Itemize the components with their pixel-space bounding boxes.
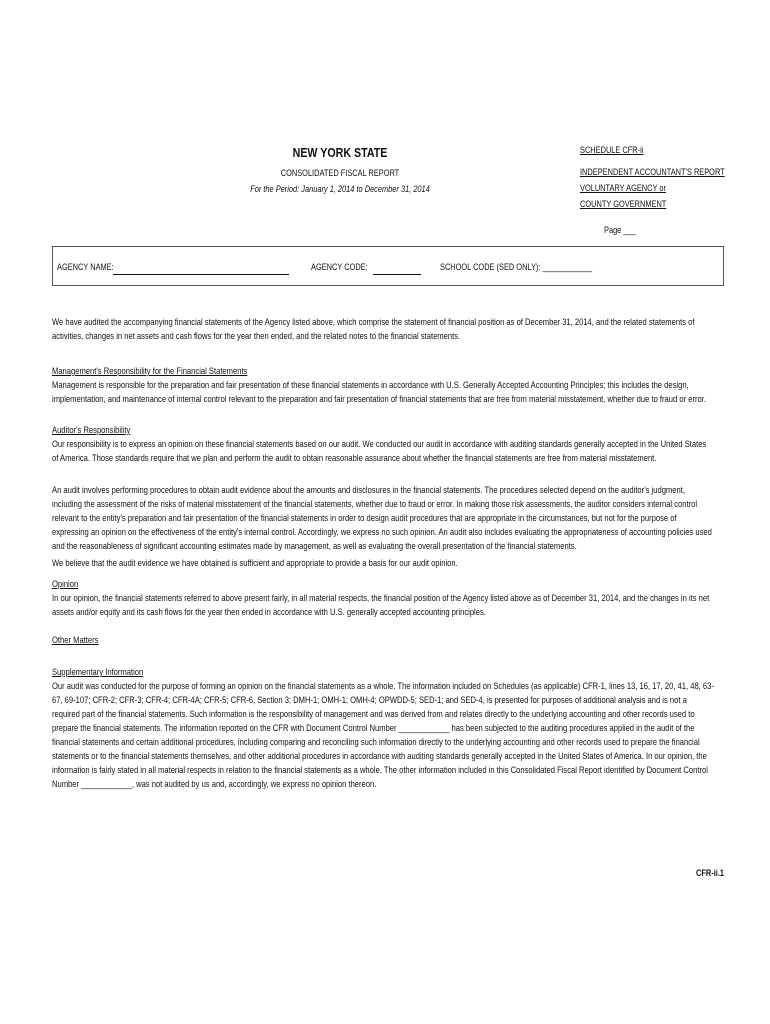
agency-info-box	[52, 246, 724, 286]
auditor-heading: Auditor's Responsibility	[52, 425, 131, 436]
management-section	[52, 365, 714, 407]
supplementary-text: Our audit was conducted for the purpose of forming an opinion on the financial statements as a whole. The information included on Schedules (as applicable) CFR-1, lines 13, 16, 17, 20, 41, 48, 63-67, 69-107; CFR-2; CFR-3; CFR-4; CFR-4A; CFR-5; CFR-6, Section 3; DMH-1; OMH-1; OMH-4; OPWDD-5; SED-1; and SED-4, is presented for purposes of additional analysis and is not a required part of the financial statements. Such information is the responsibility of management and was derived from and relates directly to the underlying accounting and other records used to prepare the financial statements. The information reported on the CFR with Document Control Number ____________ has been subjected to the auditing procedures applied in the audit of the financial statements and certain additional procedures, including comparing and reconciling such information directly to the underlying accounting and other records used to prepare the financial statements or to the financial statements themselves, and other additional procedures in accordance with auditing standards generally accepted in the United States of America. In our opinion, the information is fairly stated in all material respects in relation to the financial statements as a whole. The other information included in this Consolidated Fiscal Report identified by Document Control Number ____________, was not audited by us and, accordingly, we express no opinion thereon.	[52, 681, 714, 790]
agency-name-field[interactable]	[113, 274, 289, 275]
management-text: Management is responsible for the preparation and fair presentation of these financial statements in accordance with U.S. Generally Accepted Accounting Principles; this includes the design, implementation, and maintenance of internal control relevant to the preparation and fair presentation of financial statements that are free from material misstatement, whether due to fraud or error.	[52, 380, 706, 405]
agency-code-label: AGENCY CODE:	[311, 262, 368, 273]
schedule-line-2: INDEPENDENT ACCOUNTANT'S REPORT	[580, 167, 725, 178]
auditor-text: Our responsibility is to express an opinion on these financial statements based on our audit. We conducted our audit in accordance with auditing standards generally accepted in the United States of America. Those standards require that we plan and perform the audit to obtain reasonable assurance about whether the financial statements are free from material misstatement.	[52, 439, 707, 464]
intro-paragraph: We have audited the accompanying financial statements of the Agency listed above, which comprise the statement of financial position as of December 31, 2014, and the related statements of activities, changes in net assets and cash flows for the year then ended, and the related notes to the financial statements.	[52, 317, 695, 342]
opinion-section	[52, 578, 714, 620]
report-subtitle: CONSOLIDATED FISCAL REPORT	[280, 168, 400, 179]
agency-code-field[interactable]	[373, 274, 421, 275]
schedule-line-1: SCHEDULE CFR-ii	[580, 145, 644, 156]
management-heading: Management's Responsibility for the Financial Statements	[52, 366, 248, 377]
page-title: NEW YORK STATE	[292, 145, 388, 160]
other-matters-section	[52, 634, 714, 648]
auditor-section	[52, 424, 714, 466]
supplementary-section	[52, 666, 714, 792]
report-period: For the Period: January 1, 2014 to December 31, 2014	[250, 184, 430, 195]
form-code: CFR-ii.1	[696, 868, 724, 879]
evidence-paragraph: We believe that the audit evidence we have obtained is sufficient and appropriate to provide a basis for our audit opinion.	[52, 558, 458, 569]
school-code-label: SCHOOL CODE (SED ONLY): ____________	[440, 262, 592, 273]
schedule-line-4: COUNTY GOVERNMENT	[580, 199, 667, 210]
opinion-heading: Opinion	[52, 579, 79, 590]
audit-procedures-paragraph: An audit involves performing procedures to obtain audit evidence about the amounts and disclosures in the financial statements. The procedures selected depend on the auditor's judgment, including the assessment of the risks of material misstatement of the financial statements, whether due to fraud or error. In making those risk assessments, the auditor considers internal control relevant to the entity's preparation and fair presentation of the financial statements in order to design audit procedures that are appropriate in the circumstances, but not for the purpose of expressing an opinion on the effectiveness of the entity's internal control. Accordingly, we express no such opinion. An audit also includes evaluating the appropriateness of accounting policies used and the reasonableness of significant accounting estimates made by management, as well as evaluating the overall presentation of the financial statements.	[52, 485, 712, 552]
supplementary-heading: Supplementary Information	[52, 667, 144, 678]
opinion-text: In our opinion, the financial statements referred to above present fairly, in all material respects, the financial position of the Agency listed above as of December 31, 2014, and the changes in its net assets and/or equity and its cash flows for the year then ended in accordance with U.S. generally accepted accounting principles.	[52, 593, 710, 618]
page-number-label: Page ___	[604, 225, 636, 236]
schedule-line-3: VOLUNTARY AGENCY or	[580, 183, 666, 194]
other-matters-heading: Other Matters	[52, 635, 99, 646]
agency-name-label: AGENCY NAME:	[57, 262, 114, 273]
